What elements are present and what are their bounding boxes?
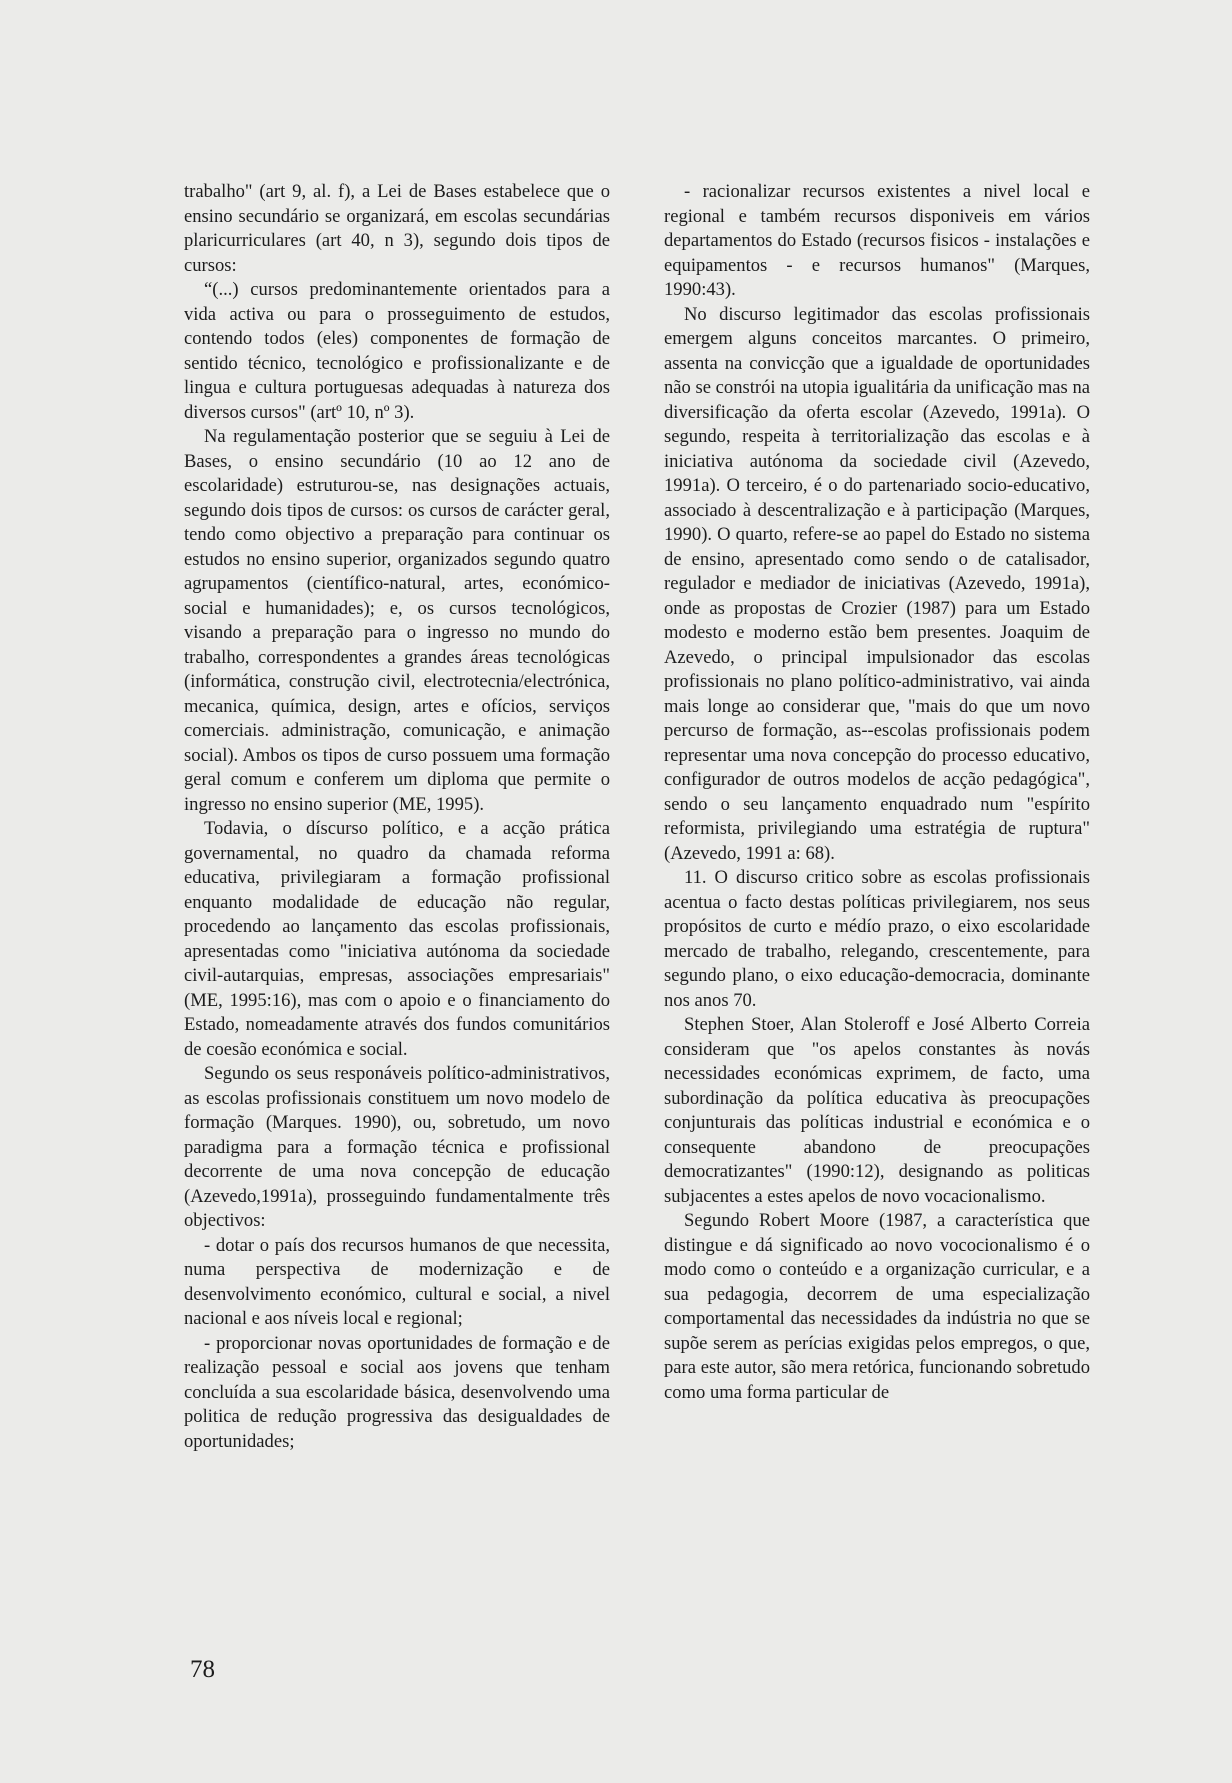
- paragraph: - dotar o país dos recursos humanos de que necessita, numa perspectiva de modernização e de desenvolvimento económico, cultural e social, a nivel nacional e aos níveis local e regional;: [184, 1234, 610, 1329]
- paragraph: Stephen Stoer, Alan Stoleroff e José Alberto Correia consideram que "os apelos constantes às novás necessidades económicas exprimem, de facto, uma subordinação da política educativa às preocupações conjunturais das políticas industrial e económica e o consequente abandono de preocupações democratizantes" (1990:12), designando as politicas subjacentes a estes apelos de novo vocacionalismo.: [664, 1014, 1090, 1207]
- paragraph: - racionalizar recursos existentes a nivel local e regional e também recursos disponiveis em vários departamentos do Estado (recursos fisicos - instalações e equipamentos - e recursos humanos" (Marques, 1990:43).: [664, 181, 1090, 300]
- paragraph: - proporcionar novas oportunidades de formação e de realização pessoal e social aos jovens que tenham concluída a sua escolaridade básica, desenvolvendo uma politica de redução progressiva das desigualdades de oportunidades;: [184, 1332, 610, 1452]
- paragraph: Todavia, o díscurso político, e a acção prática governamental, no quadro da chamada reforma educativa, privilegiaram a formação profissional enquanto modalidade de educação não regular, procedendo ao lançamento das escolas profissionais, apresentadas como "iniciativa autónoma da sociedade civil-autarquias, empresas, associações empresariais" (ME, 1995:16), mas com o apoio e o financiamento do Estado, nomeadamente através dos fundos comunitários de coesão económica e social.: [184, 818, 610, 1060]
- paragraph: “(...) cursos predominantemente orientados para a vida activa ou para o prosseguimento de estudos, contendo todos (eles) componentes de formação de sentido técnico, tecnológico e profissionalizante e de lingua e cultura portuguesas adequadas à natureza dos diversos cursos" (artº 10, nº 3).: [184, 279, 610, 423]
- left-column: [184, 180, 610, 1454]
- paragraph: trabalho" (art 9, al. f), a Lei de Bases estabelece que o ensino secundário se organizará, em escolas secundárias plaricurriculares (art 40, n 3), segundo dois tipos de cursos:: [184, 181, 610, 276]
- paragraph: Na regulamentação posterior que se seguiu à Lei de Bases, o ensino secundário (10 ao 12 ano de escolaridade) estruturou-se, nas designações actuais, segundo dois tipos de cursos: os cursos de carácter geral, tendo como objectivo a preparação para continuar os estudos no ensino superior, organizados segundo quatro agrupamentos (científico-natural, artes, económico-social e humanidades); e, os cursos tecnológicos, visando a preparação para o ingresso no mundo do trabalho, correspondentes a grandes áreas tecnológicas (informática, construção civil, electrotecnia/electrónica, mecanica, química, design, artes e ofícios, serviços comerciais. administração, comunicação, e animação social). Ambos os tipos de curso possuem uma formação geral comum e conferem um diploma que permite o ingresso no ensino superior (ME, 1995).: [184, 426, 610, 815]
- page-number: 78: [190, 1656, 215, 1683]
- paragraph: No discurso legitimador das escolas profissionais emergem alguns conceitos marcantes. O primeiro, assenta na convicção que a igualdade de oportunidades não se constrói na utopia igualitária da unificação mas na diversificação da oferta escolar (Azevedo, 1991a). O segundo, respeita à territorialização das escolas e à iniciativa autónoma da sociedade civil (Azevedo, 1991a). O terceiro, é o do partenariado socio-educativo, associado à descentralização e à participação (Marques, 1990). O quarto, refere-se ao papel do Estado no sistema de ensino, apresentado como sendo o de catalisador, regulador e mediador de iniciativas (Azevedo, 1991a), onde as propostas de Crozier (1987) para um Estado modesto e moderno estão bem presentes. Joaquim de Azevedo, o principal impulsionador das escolas profissionais no plano político-administrativo, vai ainda mais longe ao considerar que, "mais do que um novo percurso de formação, as--escolas profissionais podem representar uma nova concepção do processo educativo, configurador de outros modelos de acção pedagógica", sendo o seu lançamento enquadrado num "espírito reformista, privilegiando uma estratégia de ruptura" (Azevedo, 1991 a: 68).: [664, 303, 1090, 864]
- paragraph: 11. O discurso critico sobre as escolas profissionais acentua o facto destas políticas privilegiarem, nos seus propósitos de curto e médío prazo, o eixo escolaridade mercado de trabalho, relegando, crescentemente, para segundo plano, o eixo educação-democracia, dominante nos anos 70.: [664, 867, 1090, 1011]
- paragraph: Segundo os seus responáveis político-administrativos, as escolas profissionais constituem um novo modelo de formação (Marques. 1990), ou, sobretudo, um novo paradigma para a formação técnica e profissional decorrente de uma nova concepção de educação (Azevedo,1991a), prosseguindo fundamentalmente três objectivos:: [184, 1063, 610, 1231]
- right-column: [664, 180, 1090, 1405]
- paragraph: Segundo Robert Moore (1987, a característica que distingue e dá significado ao novo vococionalismo é o modo como o conteúdo e a organização curricular, e a sua pedagogia, decorrem de uma especialização comportamental das necessidades da indústria no que se supõe serem as perícias exigidas pelos empregos, o que, para este autor, são mera retórica, funcionando sobretudo como uma forma particular de: [664, 1210, 1090, 1403]
